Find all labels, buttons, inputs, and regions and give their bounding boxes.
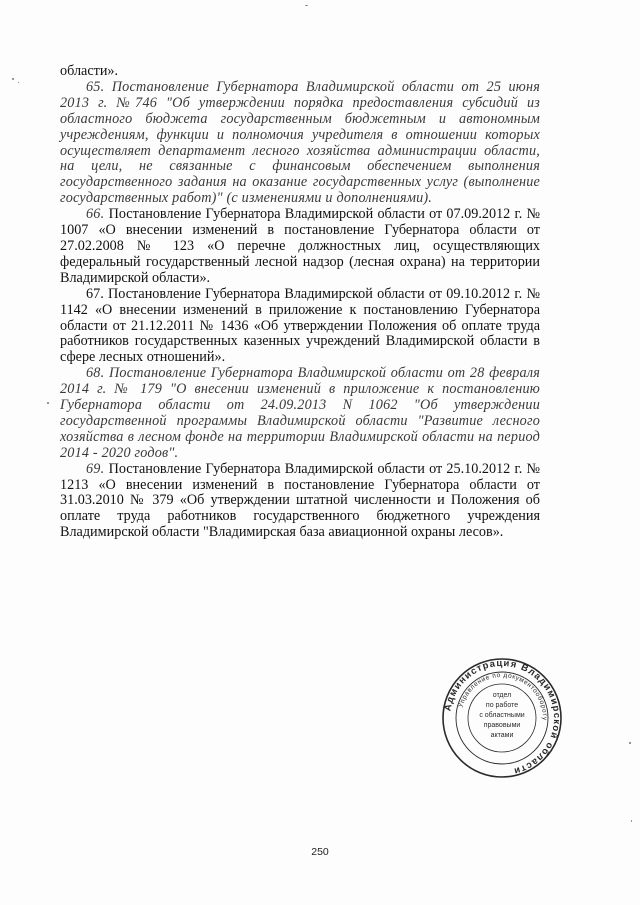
scan-speck <box>18 82 19 83</box>
paragraph-69 <box>60 462 540 542</box>
paragraph-text: Постановление Губернатора Владимирской области от 07.09.2012 г. № 1007 «О внесении изменений в постановление Губернатора области от 27.02.2008 № 123 «О перечне должностных лиц, осуществляющих федеральный государственный лесной надзор (лесная охрана) на территории Владимирской области». <box>60 206 541 286</box>
paragraph-number: 65. <box>86 78 105 95</box>
stamp-inner-ring-text: Управление по документообороту <box>457 671 549 721</box>
scan-speck <box>12 78 14 80</box>
stamp-center-line-4: правовыми <box>483 722 521 729</box>
paragraph-text: Постановление Губернатора Владимирской области от 28 февраля 2014 г. № 179 "О внесении изменений в приложение к постановлению Губернатора области от 24.09.2013 N 1062 "Об утверждении государственной программы Владимирской области "Развитие лесного хозяйства в лесном фонде на территории Владимирской области на период 2014 - 2020 годов". <box>60 365 541 461</box>
stamp-outer-text: Администрация Владимирской области <box>442 657 563 777</box>
stamp-center-line-1: отдел <box>492 692 512 699</box>
document-body <box>60 64 540 541</box>
paragraph-text: Постановление Губернатора Владимирской области от 25 июня 2013 г. №746 "Об утверждении порядка предоставления субсидий из областного бюджета государственным бюджетным и автономным учреждениям, функции и полномочия учредителя в отношении которых осуществляет департамент лесного хозяйства администрации области, на цели, не связанные с финансовым обеспечением выполнения государственного задания на оказание государственных услуг (выполнение государственных работ)" (с изменениями и дополнениями). <box>60 78 541 207</box>
lead-line: области». <box>60 63 119 79</box>
paragraph-number: 66. <box>86 206 105 223</box>
paragraph-number: 67. <box>86 285 104 302</box>
paragraph-66 <box>60 207 540 287</box>
stamp-center-line-5: актами <box>490 732 514 739</box>
paragraph-68 <box>60 366 540 461</box>
paragraph-67 <box>60 287 540 367</box>
paragraph-65 <box>60 80 540 207</box>
stamp-center-line-2: по работе <box>485 702 519 709</box>
official-stamp <box>441 657 563 779</box>
stamp-center-line-3: с областными <box>479 712 525 719</box>
scan-speck <box>47 402 49 404</box>
paragraph-number: 68. <box>86 365 105 382</box>
paragraph-text: Постановление Губернатора Владимирской области от 09.10.2012 г. № 1142 «О внесении изменений в приложение к постановлению Губернатора области от 21.12.2011 № 1436 «Об утверждении Положения об оплате труда работников государственных казенных учреждений Владимирской области в сфере лесных отношений». <box>60 285 541 366</box>
scan-speck <box>629 742 631 744</box>
scan-speck <box>631 820 632 822</box>
scan-speck <box>305 5 308 6</box>
paragraph-text: Постановление Губернатора Владимирской области от 25.10.2012 г. № 1213 «О внесении изменений в постановление Губернатора области от 31.03.2010 № 379 «Об утверждении штатной численности и Положения об оплате труда работников государственного бюджетного учреждения Владимирской области "Владимирская база авиационной охраны лесов». <box>60 460 541 541</box>
paragraph-number: 69. <box>86 460 105 477</box>
page-number: 250 <box>311 846 329 858</box>
